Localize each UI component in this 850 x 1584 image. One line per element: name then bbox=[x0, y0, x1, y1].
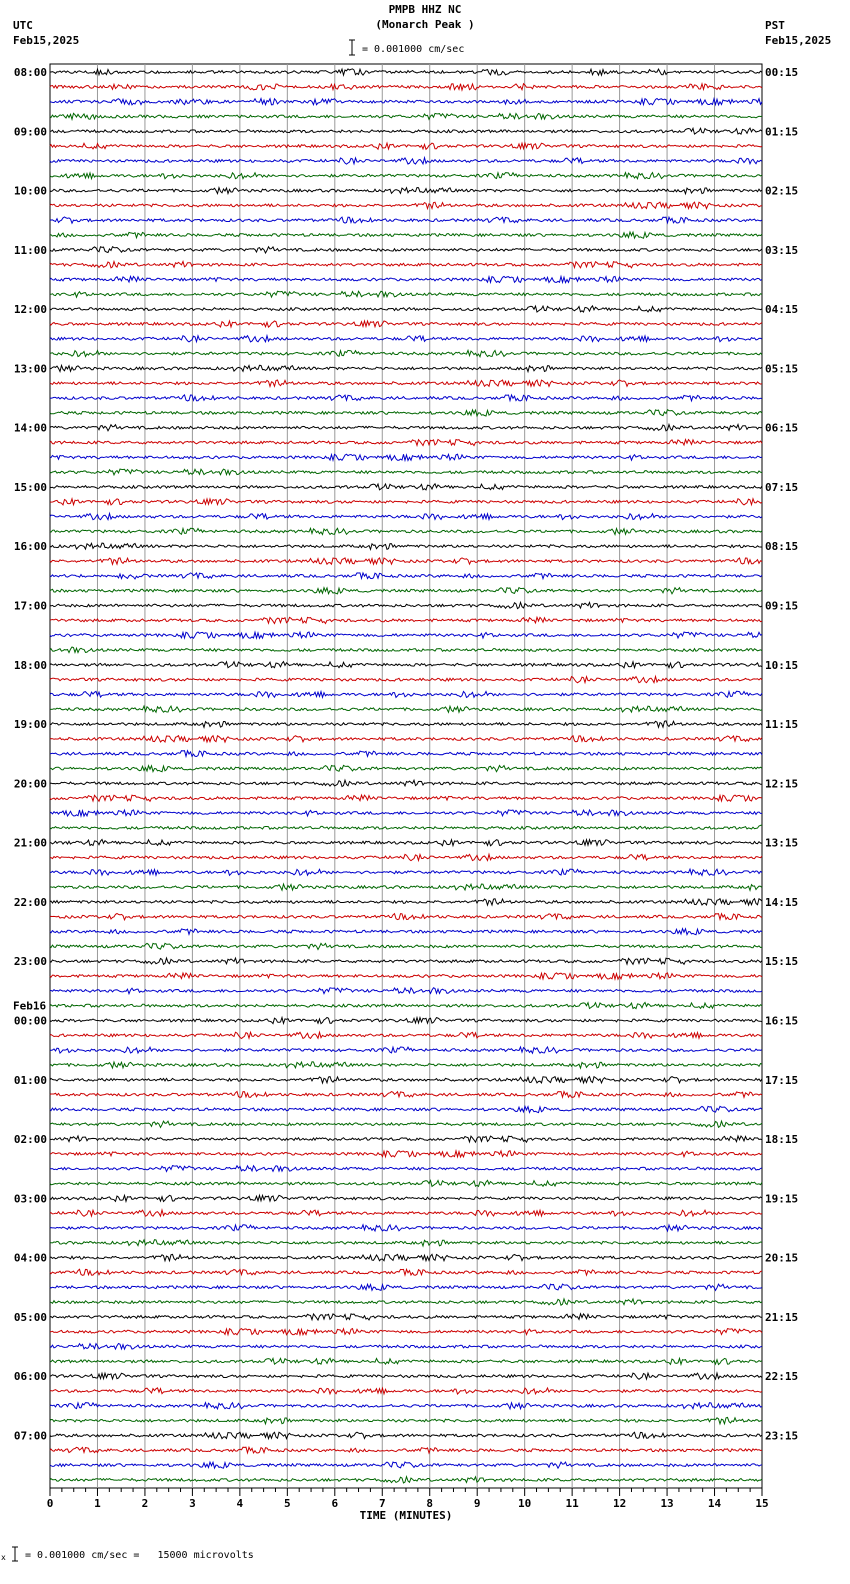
seismic-trace bbox=[50, 691, 762, 697]
utc-hour-label: 13:00 bbox=[13, 362, 47, 376]
seismic-trace bbox=[50, 751, 762, 757]
seismic-trace bbox=[50, 1151, 762, 1157]
seismic-trace bbox=[50, 1225, 762, 1231]
seismic-trace bbox=[50, 173, 762, 179]
seismic-trace bbox=[50, 1299, 762, 1305]
pst-hour-label: 02:15 bbox=[765, 184, 799, 198]
utc-hour-label: 03:00 bbox=[13, 1192, 47, 1206]
seismic-trace bbox=[50, 558, 762, 564]
seismic-trace bbox=[50, 869, 762, 875]
utc-hour-label: 23:00 bbox=[13, 955, 47, 969]
utc-hour-label: 22:00 bbox=[13, 895, 47, 909]
utc-hour-label: 18:00 bbox=[13, 658, 47, 672]
seismic-trace bbox=[50, 543, 762, 549]
seismic-trace bbox=[50, 247, 762, 253]
station-title: PMPB HHZ NC bbox=[388, 3, 462, 16]
seismic-trace bbox=[50, 232, 762, 238]
pst-hour-label: 19:15 bbox=[765, 1192, 799, 1206]
pst-hour-label: 23:15 bbox=[765, 1429, 799, 1443]
pst-hour-label: 13:15 bbox=[765, 836, 799, 850]
seismic-trace bbox=[50, 454, 762, 460]
seismic-trace bbox=[50, 1417, 762, 1423]
seismic-trace bbox=[50, 484, 762, 490]
x-tick-label: 1 bbox=[94, 1497, 101, 1510]
utc-hour-label: 06:00 bbox=[13, 1370, 47, 1384]
seismic-trace bbox=[50, 469, 762, 475]
pst-hour-label: 01:15 bbox=[765, 125, 799, 139]
seismic-trace bbox=[50, 1106, 762, 1112]
seismic-trace bbox=[50, 1388, 762, 1394]
seismic-trace bbox=[50, 1462, 762, 1468]
scale-label: = 0.001000 cm/sec bbox=[362, 44, 465, 55]
x-tick-label: 11 bbox=[565, 1497, 579, 1510]
seismic-trace bbox=[50, 1121, 762, 1127]
pst-hour-label: 11:15 bbox=[765, 718, 799, 732]
pst-hour-label: 17:15 bbox=[765, 1073, 799, 1087]
seismic-trace bbox=[50, 721, 762, 727]
pst-hour-label: 18:15 bbox=[765, 1133, 799, 1147]
seismic-trace bbox=[50, 410, 762, 416]
seismic-trace bbox=[50, 1047, 762, 1053]
pst-hour-label: 10:15 bbox=[765, 658, 799, 672]
seismic-trace bbox=[50, 973, 762, 979]
seismic-trace bbox=[50, 188, 762, 194]
pst-hour-label: 16:15 bbox=[765, 1014, 799, 1028]
pst-hour-label: 04:15 bbox=[765, 303, 799, 317]
utc-hour-label: 09:00 bbox=[13, 125, 47, 139]
x-axis-title: TIME (MINUTES) bbox=[359, 1509, 453, 1522]
seismic-trace bbox=[50, 380, 762, 386]
x-tick-label: 12 bbox=[612, 1497, 627, 1510]
plot-frame bbox=[50, 64, 762, 1488]
seismic-trace bbox=[50, 1447, 762, 1453]
date-change-label: Feb16 bbox=[13, 999, 47, 1013]
utc-hour-label: 10:00 bbox=[13, 184, 47, 198]
seismic-trace bbox=[50, 1477, 762, 1483]
utc-hour-label: 15:00 bbox=[13, 480, 47, 494]
seismic-trace bbox=[50, 780, 762, 786]
seismic-trace bbox=[50, 69, 762, 75]
utc-hour-label: 14:00 bbox=[13, 421, 47, 435]
seismic-trace bbox=[50, 1314, 762, 1320]
seismic-trace bbox=[50, 514, 762, 520]
x-tick-label: 13 bbox=[660, 1497, 674, 1510]
seismic-trace bbox=[50, 1358, 762, 1364]
seismic-trace bbox=[50, 1269, 762, 1275]
seismic-trace bbox=[50, 1062, 762, 1068]
seismic-trace bbox=[50, 929, 762, 935]
seismic-trace bbox=[50, 306, 762, 312]
seismic-trace bbox=[50, 884, 762, 890]
seismic-trace bbox=[50, 1077, 762, 1083]
seismic-trace bbox=[50, 662, 762, 668]
seismic-trace bbox=[50, 602, 762, 608]
seismic-trace bbox=[50, 84, 762, 90]
seismic-trace bbox=[50, 825, 762, 829]
seismic-trace bbox=[50, 1254, 762, 1260]
x-tick-label: 9 bbox=[473, 1497, 481, 1510]
utc-hour-label: 01:00 bbox=[13, 1073, 47, 1087]
x-tick-label: 6 bbox=[331, 1497, 339, 1510]
seismic-trace bbox=[50, 1403, 762, 1409]
pst-hour-label: 05:15 bbox=[765, 362, 799, 376]
pst-zone-label: PST bbox=[765, 19, 785, 32]
x-tick-label: 2 bbox=[141, 1497, 149, 1510]
seismic-trace bbox=[50, 1018, 762, 1024]
seismic-trace bbox=[50, 395, 762, 401]
pst-hour-label: 08:15 bbox=[765, 540, 799, 554]
utc-hour-label: 08:00 bbox=[13, 66, 47, 79]
seismic-trace bbox=[50, 617, 762, 623]
x-tick-label: 8 bbox=[426, 1497, 434, 1510]
x-tick-label: 0 bbox=[46, 1497, 54, 1510]
seismic-trace bbox=[50, 528, 762, 534]
seismic-trace bbox=[50, 262, 762, 268]
seismic-trace bbox=[50, 1344, 762, 1350]
seismic-trace bbox=[50, 143, 762, 149]
utc-hour-label: 04:00 bbox=[13, 1251, 47, 1265]
pst-hour-label: 03:15 bbox=[765, 243, 799, 257]
seismic-trace bbox=[50, 291, 762, 297]
pst-hour-label: 00:15 bbox=[765, 66, 799, 79]
utc-hour-label: 21:00 bbox=[13, 836, 47, 850]
utc-hour-label: 12:00 bbox=[13, 303, 47, 317]
utc-hour-label: 16:00 bbox=[13, 540, 47, 554]
pst-hour-label: 12:15 bbox=[765, 777, 799, 791]
x-tick-label: 3 bbox=[189, 1497, 196, 1510]
utc-hour-label: 19:00 bbox=[13, 718, 47, 732]
seismic-trace bbox=[50, 1166, 762, 1172]
utc-hour-label: 20:00 bbox=[13, 777, 47, 791]
seismic-trace bbox=[50, 765, 762, 771]
seismic-trace bbox=[50, 943, 762, 949]
seismic-trace bbox=[50, 99, 762, 105]
seismic-trace bbox=[50, 1210, 762, 1216]
seismic-trace bbox=[50, 1240, 762, 1246]
seismic-trace bbox=[50, 1003, 762, 1009]
seismic-trace bbox=[50, 1032, 762, 1038]
utc-hour-label: 11:00 bbox=[13, 243, 47, 257]
station-location: (Monarch Peak ) bbox=[375, 18, 475, 31]
seismic-trace bbox=[50, 840, 762, 846]
seismic-trace bbox=[50, 632, 762, 638]
seismic-trace bbox=[50, 158, 762, 164]
pst-hour-label: 21:15 bbox=[765, 1310, 799, 1324]
utc-zone-label: UTC bbox=[13, 19, 33, 32]
pst-hour-label: 20:15 bbox=[765, 1251, 799, 1265]
x-tick-label: 14 bbox=[707, 1497, 722, 1510]
seismic-trace bbox=[50, 706, 762, 712]
utc-hour-label: 17:00 bbox=[13, 599, 47, 613]
seismic-trace bbox=[50, 1284, 762, 1290]
seismic-trace bbox=[50, 276, 762, 282]
seismic-trace bbox=[50, 958, 762, 964]
seismic-trace bbox=[50, 647, 762, 653]
seismic-trace bbox=[50, 217, 762, 223]
pst-date-label: Feb15,2025 bbox=[765, 34, 832, 47]
seismic-trace bbox=[50, 113, 762, 119]
pst-hour-label: 14:15 bbox=[765, 895, 799, 909]
calibration-label: = 0.001000 cm/sec = 15000 microvolts bbox=[25, 1550, 254, 1561]
seismic-trace bbox=[50, 321, 762, 327]
x-tick-label: 5 bbox=[284, 1497, 291, 1510]
calibration-icon bbox=[1, 1546, 21, 1564]
seismic-trace bbox=[50, 336, 762, 342]
utc-hour-label: 07:00 bbox=[13, 1429, 47, 1443]
seismic-trace bbox=[50, 854, 762, 860]
seismic-trace bbox=[50, 1180, 762, 1186]
utc-hour-label: 00:00 bbox=[13, 1014, 47, 1028]
seismic-trace bbox=[50, 573, 762, 579]
seismic-trace bbox=[50, 425, 762, 431]
seismic-trace bbox=[50, 365, 762, 371]
seismic-trace bbox=[50, 795, 762, 801]
seismic-trace bbox=[50, 677, 762, 683]
seismic-trace bbox=[50, 499, 762, 505]
seismic-trace bbox=[50, 1329, 762, 1335]
utc-hour-label: 02:00 bbox=[13, 1133, 47, 1147]
utc-hour-label: 05:00 bbox=[13, 1310, 47, 1324]
seismic-trace bbox=[50, 350, 762, 356]
x-tick-label: 10 bbox=[518, 1497, 532, 1510]
utc-date-label: Feb15,2025 bbox=[13, 34, 80, 47]
pst-hour-label: 06:15 bbox=[765, 421, 799, 435]
seismic-trace bbox=[50, 736, 762, 742]
seismic-trace bbox=[50, 810, 762, 816]
pst-hour-label: 09:15 bbox=[765, 599, 799, 613]
seismic-trace bbox=[50, 1432, 762, 1438]
seismic-trace bbox=[50, 1092, 762, 1098]
x-tick-label: 7 bbox=[378, 1497, 386, 1510]
seismic-trace bbox=[50, 988, 762, 994]
x-tick-label: 15 bbox=[755, 1497, 769, 1510]
x-tick-label: 4 bbox=[236, 1497, 244, 1510]
seismic-trace bbox=[50, 128, 762, 134]
pst-hour-label: 15:15 bbox=[765, 955, 799, 969]
seismic-trace bbox=[50, 1373, 762, 1379]
seismic-trace bbox=[50, 440, 762, 446]
seismic-trace bbox=[50, 1195, 762, 1201]
seismic-trace bbox=[50, 202, 762, 208]
seismic-trace bbox=[50, 899, 762, 905]
pst-hour-label: 07:15 bbox=[765, 480, 799, 494]
seismic-trace bbox=[50, 1136, 762, 1142]
seismic-trace bbox=[50, 588, 762, 594]
pst-hour-label: 22:15 bbox=[765, 1370, 799, 1384]
svg-text:x: x bbox=[1, 1553, 6, 1562]
seismic-trace bbox=[50, 914, 762, 920]
